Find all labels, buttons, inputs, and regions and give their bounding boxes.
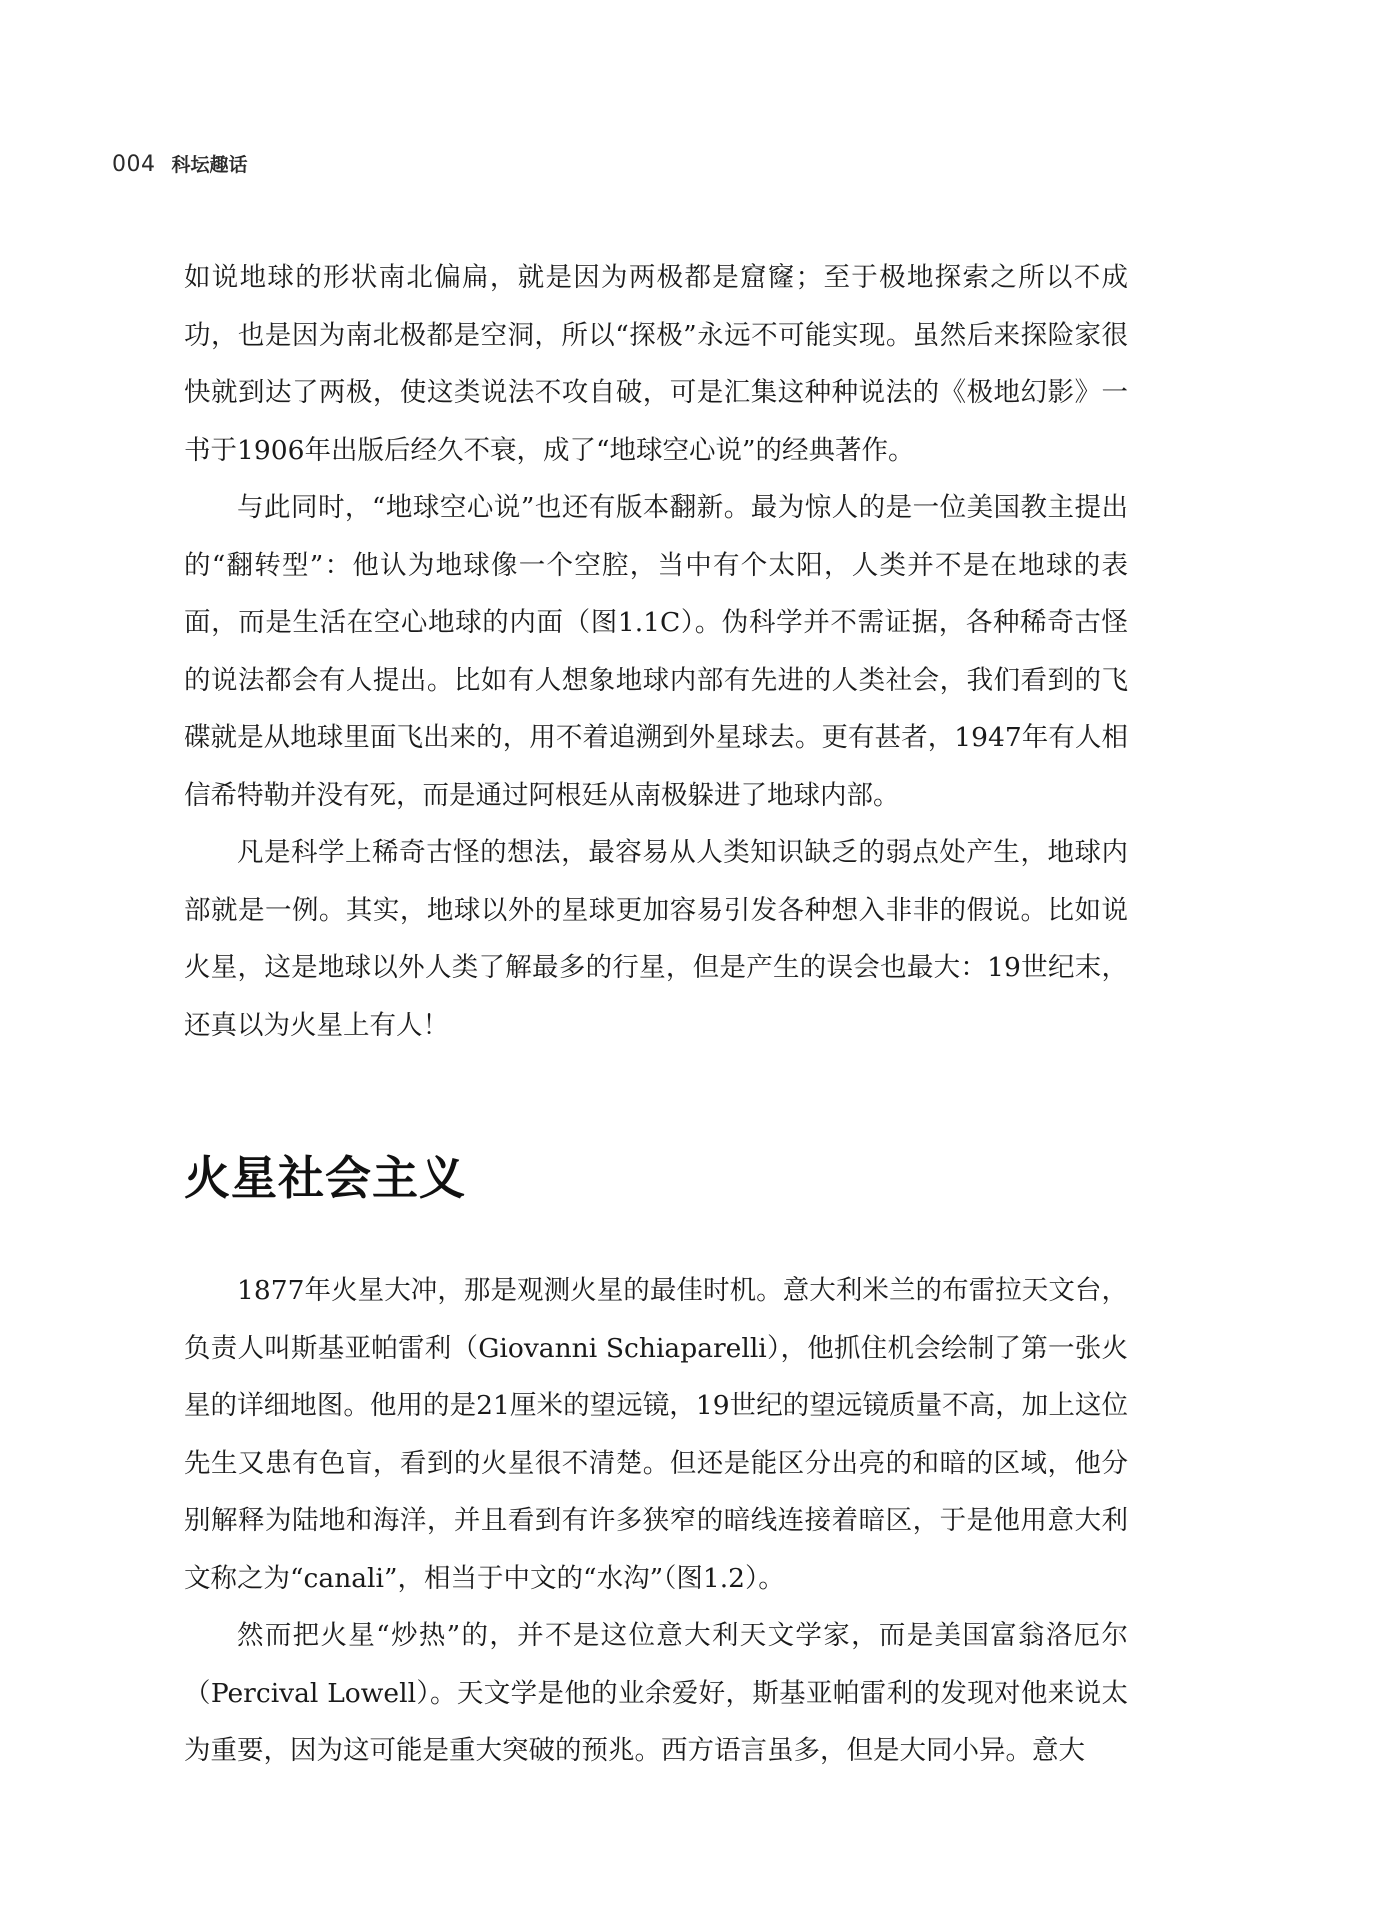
- body-text-before-heading: [184, 249, 1128, 1054]
- section-heading: 火星社会主义: [184, 1151, 466, 1205]
- paragraph: 与此同时，“地球空心说”也还有版本翻新。最为惊人的是一位美国教主提出的“翻转型”：他认为地球像一个空腔，当中有个太阳，人类并不是在地球的表面，而是生活在空心地球的内面（图1.1C）。伪科学并不需证据，各种稀奇古怪的说法都会有人提出。比如有人想象地球内部有先进的人类社会，我们看到的飞碟就是从地球里面飞出来的，用不着追溯到外星球去。更有甚者，1947年有人相信希特勒并没有死，而是通过阿根廷从南极躲进了地球内部。: [184, 492, 1128, 811]
- page-number: 004: [112, 152, 156, 177]
- book-title: 科坛趣话: [171, 154, 248, 176]
- paragraph: 1877年火星大冲，那是观测火星的最佳时机。意大利米兰的布雷拉天文台，负责人叫斯基亚帕雷利（Giovanni Schiaparelli），他抓住机会绘制了第一张火星的详细地图。他用的是21厘米的望远镜，19世纪的望远镜质量不高，加上这位先生又患有色盲，看到的火星很不清楚。但还是能区分出亮的和暗的区域，他分别解释为陆地和海洋，并且看到有许多狭窄的暗线连接着暗区，于是他用意大利文称之为“canali”，相当于中文的“水沟”（图1.2）。: [184, 1275, 1128, 1594]
- paragraph: 然而把火星“炒热”的，并不是这位意大利天文学家，而是美国富翁洛厄尔（Percival Lowell）。天文学是他的业余爱好，斯基亚帕雷利的发现对他来说太为重要，因为这可能是重大突破的预兆。西方语言虽多，但是大同小异。意大: [184, 1620, 1128, 1766]
- body-text-after-heading: [184, 1262, 1128, 1780]
- paragraph-continued: 如说地球的形状南北偏扁，就是因为两极都是窟窿；至于极地探索之所以不成功，也是因为南北极都是空洞，所以“探极”永远不可能实现。虽然后来探险家很快就到达了两极，使这类说法不攻自破，可是汇集这种种说法的《极地幻影》一书于1906年出版后经久不衰，成了“地球空心说”的经典著作。: [184, 262, 1128, 466]
- running-header: [112, 150, 248, 180]
- paragraph: 凡是科学上稀奇古怪的想法，最容易从人类知识缺乏的弱点处产生，地球内部就是一例。其实，地球以外的星球更加容易引发各种想入非非的假说。比如说火星，这是地球以外人类了解最多的行星，但是产生的误会也最大：19世纪末，还真以为火星上有人！: [184, 837, 1128, 1041]
